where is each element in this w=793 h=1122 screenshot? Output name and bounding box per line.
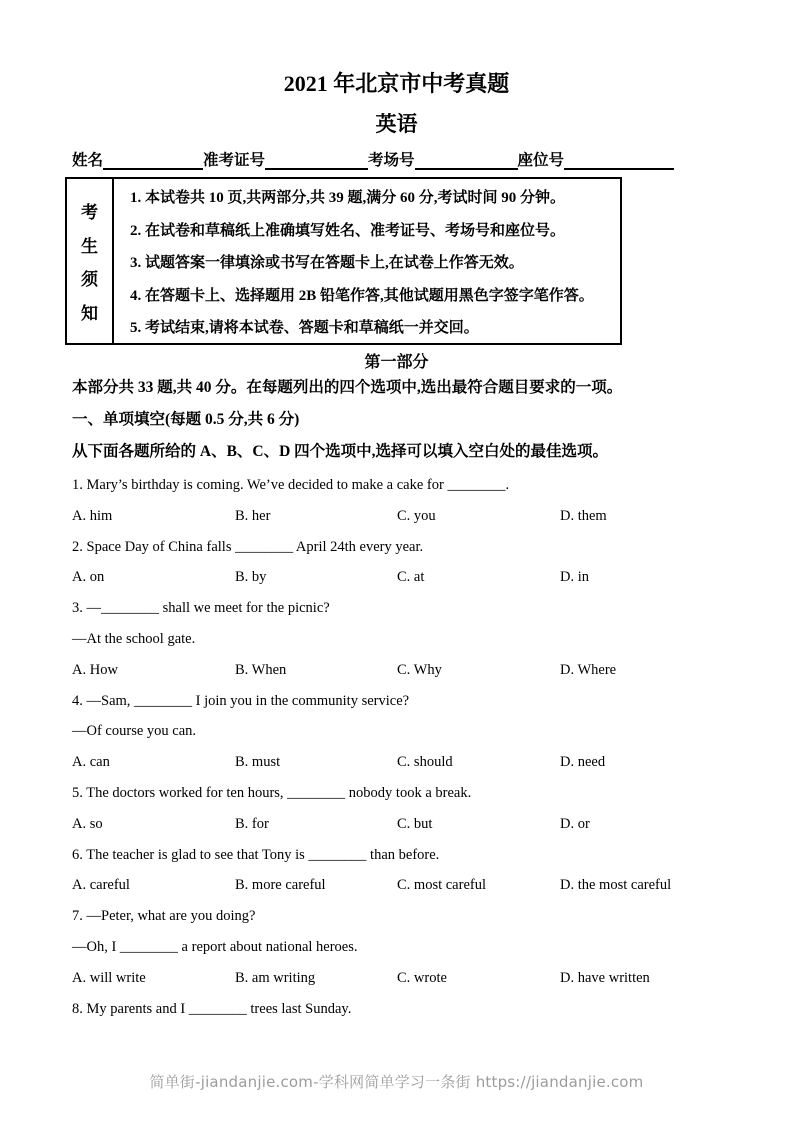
options-row	[72, 501, 720, 532]
seat-blank	[564, 148, 674, 170]
part-one-heading: 第一部分	[364, 354, 429, 371]
option: B. for	[235, 815, 269, 832]
notice-side-char: 知	[81, 304, 98, 324]
option: D. them	[560, 507, 607, 524]
question-line: —Of course you can.	[72, 723, 197, 740]
option: A. careful	[72, 877, 130, 894]
option: A. can	[72, 754, 110, 771]
option: D. need	[560, 754, 606, 771]
notice-side-label	[67, 179, 114, 343]
question-line: 4. —Sam, ________ I join you in the community service?	[72, 692, 410, 709]
option: B. must	[235, 754, 281, 771]
question-line: —At the school gate.	[72, 630, 196, 647]
page-subtitle: 英语	[375, 112, 418, 136]
question-line: —Oh, I ________ a report about national heroes.	[72, 938, 358, 955]
question-line: 7. —Peter, what are you doing?	[72, 908, 256, 925]
question-line: 2. Space Day of China falls ________ April 24th every year.	[72, 538, 424, 555]
room-label: 考场号	[368, 152, 415, 169]
name-blank	[103, 148, 203, 170]
option: A. on	[72, 569, 105, 586]
option: B. When	[235, 661, 287, 678]
option: D. in	[560, 569, 589, 586]
name-label: 姓名	[72, 152, 104, 169]
options-row	[72, 655, 720, 686]
seat-label: 座位号	[517, 152, 565, 169]
option: C. most careful	[397, 877, 486, 894]
notice-item: 1. 本试卷共 10 页,共两部分,共 39 题,满分 60 分,考试时间 90 分钟。	[130, 190, 566, 206]
exam-id-label: 准考证号	[203, 152, 266, 169]
option: B. more careful	[235, 877, 326, 894]
option: D. have written	[560, 969, 650, 986]
option: C. you	[397, 507, 436, 524]
options-row	[72, 963, 720, 994]
options-row	[72, 747, 720, 778]
notice-side-char: 须	[81, 270, 98, 290]
option: D. Where	[560, 661, 617, 678]
option: A. How	[72, 661, 118, 678]
option: C. at	[397, 569, 425, 586]
student-info-line	[72, 148, 684, 170]
notice-item: 2. 在试卷和草稿纸上准确填写姓名、准考证号、考场号和座位号。	[130, 222, 566, 239]
exam-id-blank	[265, 148, 368, 170]
notice-items	[114, 179, 620, 343]
notice-item: 4. 在答题卡上、选择题用 2B 铅笔作答,其他试题用黑色字签字笔作答。	[130, 287, 594, 304]
option: B. her	[235, 507, 271, 524]
option: D. or	[560, 815, 590, 832]
option: C. wrote	[397, 969, 447, 986]
options-row	[72, 870, 720, 901]
notice-box	[65, 177, 622, 345]
section-one-title: 一、单项填空(每题 0.5 分,共 6 分)	[72, 411, 300, 428]
option: C. should	[397, 754, 453, 771]
option: B. by	[235, 569, 267, 586]
question-line: 6. The teacher is glad to see that Tony is ________ than before.	[72, 846, 440, 863]
notice-item: 5. 考试结束,请将本试卷、答题卡和草稿纸一并交回。	[130, 320, 479, 336]
question-line: 1. Mary’s birthday is coming. We’ve decided to make a cake for ________.	[72, 477, 510, 493]
option: A. him	[72, 507, 113, 524]
room-blank	[415, 148, 518, 170]
option: A. so	[72, 815, 103, 832]
question-line: 3. —________ shall we meet for the picnic?	[72, 600, 330, 617]
footer-watermark: 简单街-jiandanjie.com-学科网简单学习一条街 https://jiandanjie.com	[149, 1073, 644, 1091]
notice-side-char: 生	[81, 236, 98, 256]
option: B. am writing	[235, 969, 316, 986]
option: C. Why	[397, 661, 442, 678]
question-line: 8. My parents and I ________ trees last Sunday.	[72, 1000, 352, 1017]
question-line: 5. The doctors worked for ten hours, ________ nobody took a break.	[72, 784, 472, 801]
option: A. will write	[72, 969, 146, 986]
options-row	[72, 562, 720, 593]
option: C. but	[397, 815, 433, 832]
page-title: 2021 年北京市中考真题	[283, 71, 510, 96]
section-one-intro: 从下面各题所给的 A、B、C、D 四个选项中,选择可以填入空白处的最佳选项。	[72, 443, 609, 460]
part-one-intro: 本部分共 33 题,共 40 分。在每题列出的四个选项中,选出最符合题目要求的一项。	[72, 379, 623, 396]
option: D. the most careful	[560, 877, 672, 894]
notice-side-char: 考	[81, 202, 98, 222]
notice-item: 3. 试题答案一律填涂或书写在答题卡上,在试卷上作答无效。	[130, 255, 524, 271]
options-row	[72, 809, 720, 840]
question-list	[72, 470, 720, 1024]
